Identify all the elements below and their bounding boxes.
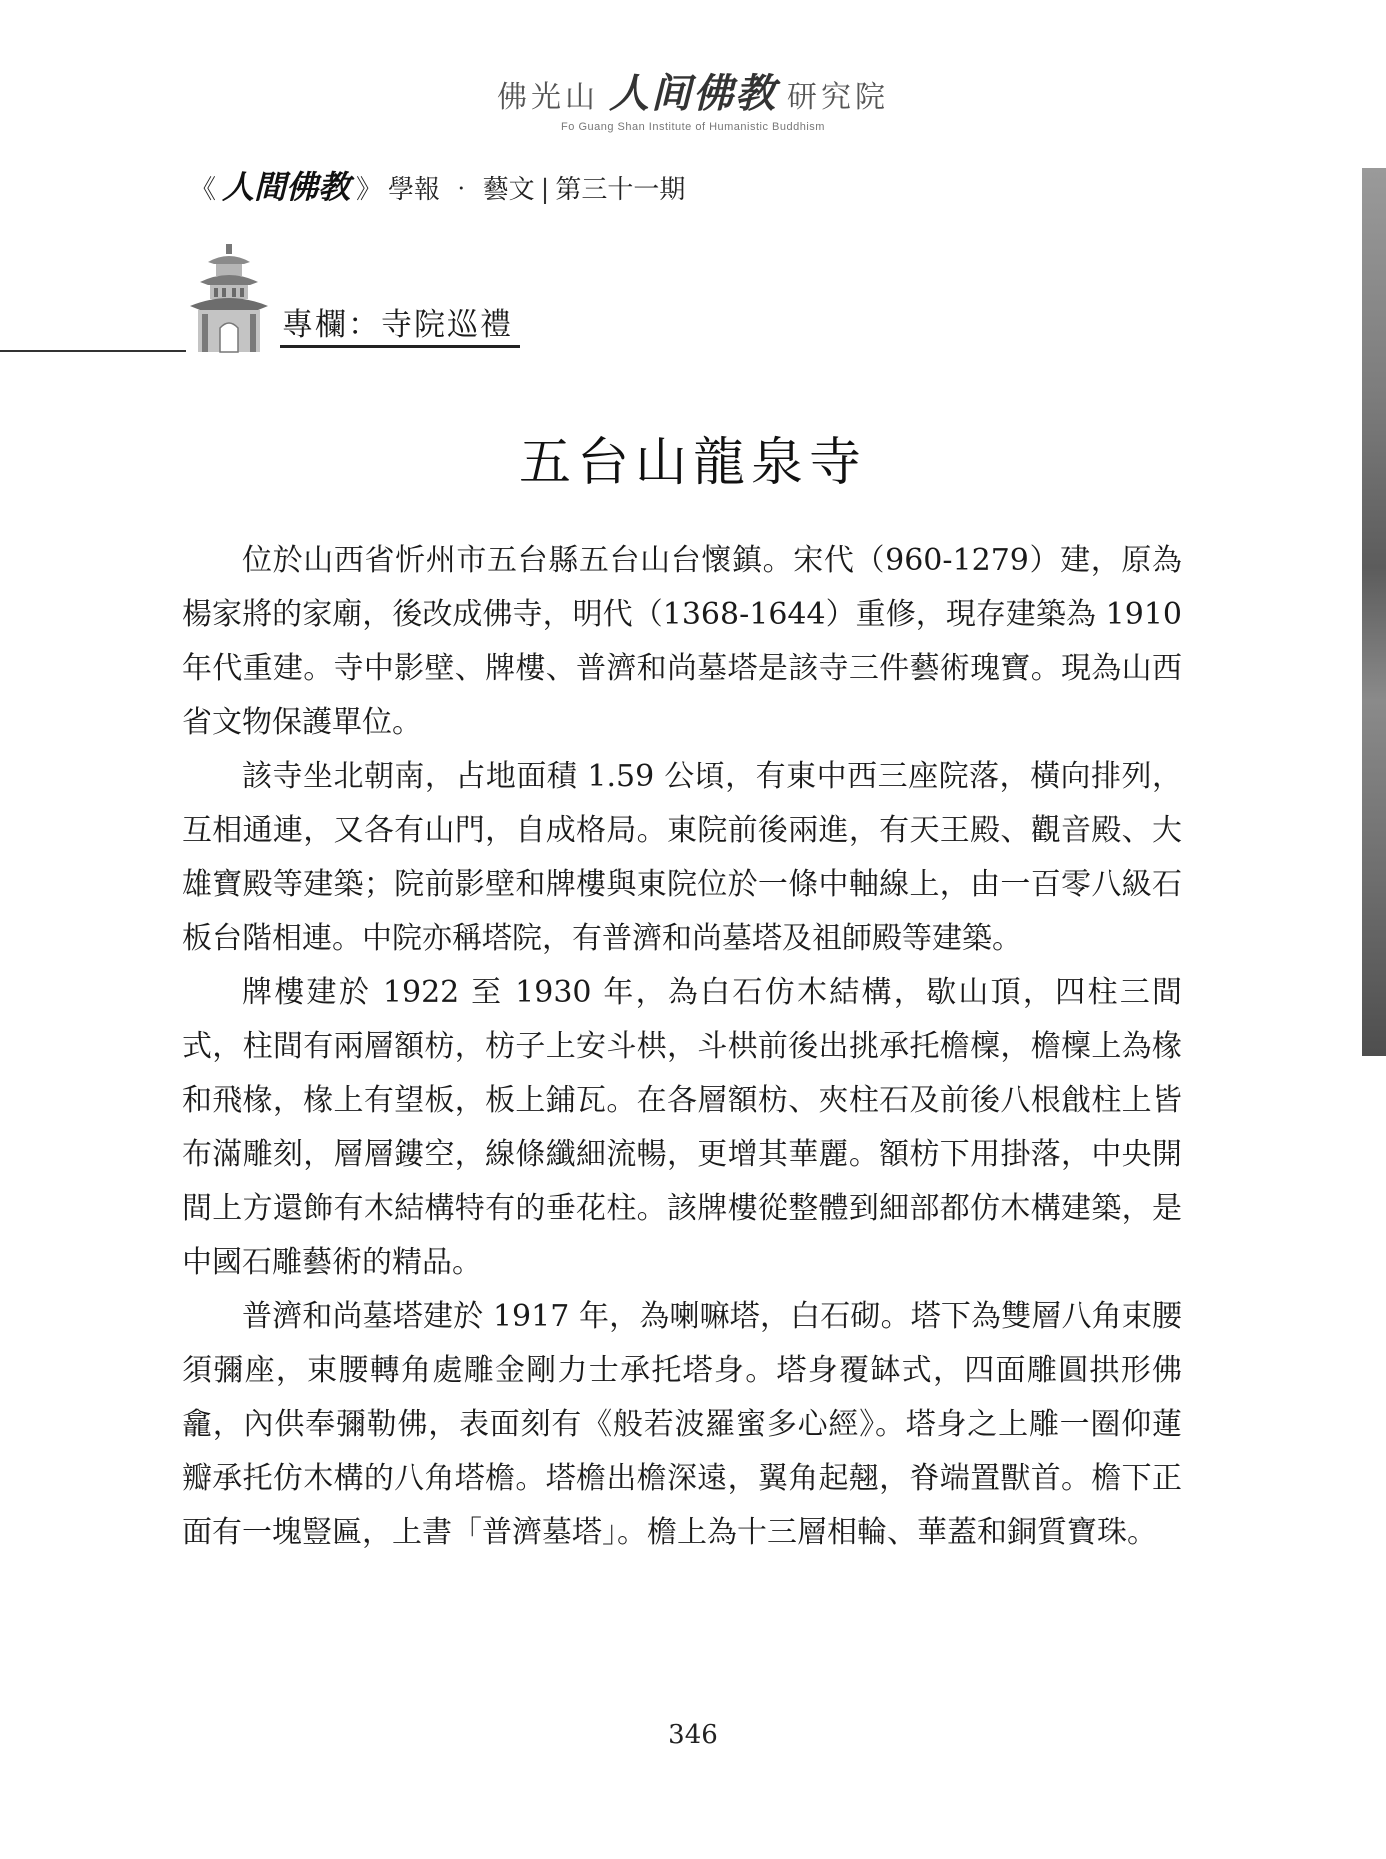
column-title-rule xyxy=(280,345,520,348)
journal-brand: 人間佛教 xyxy=(222,168,351,206)
institute-title xyxy=(497,62,889,119)
article-body xyxy=(182,534,1182,1560)
institute-prefix: 佛光山 xyxy=(497,80,599,115)
paragraph: 牌樓建於 1922 至 1930 年，為白石仿木結構，歇山頂，四柱三間式，柱間有兩層額枋，枋子上安斗栱，斗栱前後出挑承托檐檁，檐檁上為椽和飛椽，椽上有望板，板上鋪瓦。在各層額枋、夾柱石及前後八根戧柱上皆布滿雕刻，層層鏤空，線條纖細流暢，更增其華麗。額枋下用掛落，中央開間上方還飾有木結構特有的垂花柱。該牌樓從整體到細部都仿木構建築，是中國石雕藝術的精品。 xyxy=(182,975,1182,1280)
column-header xyxy=(0,244,560,354)
institute-logo-name: 人间佛教 xyxy=(609,70,777,117)
journal-name: 學報 ‧ 藝文 xyxy=(388,175,535,205)
journal-issue: 第三十一期 xyxy=(555,175,686,205)
article-title: 五台山龍泉寺 xyxy=(518,433,867,493)
institute-suffix: 研究院 xyxy=(787,80,889,115)
pagoda-icon xyxy=(186,244,272,358)
journal-open-bracket: 《 xyxy=(190,175,217,205)
institute-english-name: Fo Guang Shan Institute of Humanistic Buddhism xyxy=(561,121,825,133)
journal-line xyxy=(190,162,685,208)
paragraph: 位於山西省忻州市五台縣五台山台懷鎮。宋代（960-1279）建，原為楊家將的家廟，後改成佛寺，明代（1368-1644）重修，現存建築為 1910 年代重建。寺中影壁、牌樓、普濟和尚墓塔是該寺三件藝術瑰寶。現為山西省文物保護單位。 xyxy=(182,543,1182,740)
page-number: 346 xyxy=(668,1720,718,1750)
edge-photo-strip xyxy=(1362,168,1386,1056)
paragraph: 普濟和尚墓塔建於 1917 年，為喇嘛塔，白石砌。塔下為雙層八角束腰須彌座，束腰轉角處雕金剛力士承托塔身。塔身覆缽式，四面雕圓拱形佛龕，內供奉彌勒佛，表面刻有《般若波羅蜜多心經》。塔身之上雕一圈仰蓮瓣承托仿木構的八角塔檐。塔檐出檐深遠，翼角起翹，脊端置獸首。檐下正面有一塊豎匾，上書「普濟墓塔」。檐上為十三層相輪、華蓋和銅質寶珠。 xyxy=(182,1299,1182,1550)
institute-header xyxy=(0,62,1386,133)
paragraph: 該寺坐北朝南，占地面積 1.59 公頃，有東中西三座院落，橫向排列，互相通連，又各有山門，自成格局。東院前後兩進，有天王殿、觀音殿、大雄寶殿等建築；院前影壁和牌樓與東院位於一條中軸線上，由一百零八級石板台階相連。中院亦稱塔院，有普濟和尚墓塔及祖師殿等建築。 xyxy=(182,759,1182,956)
journal-separator: | xyxy=(540,175,550,205)
column-rule-left xyxy=(0,350,186,352)
column-title: 專欄：寺院巡禮 xyxy=(282,307,513,343)
journal-close-bracket: 》 xyxy=(356,175,383,205)
